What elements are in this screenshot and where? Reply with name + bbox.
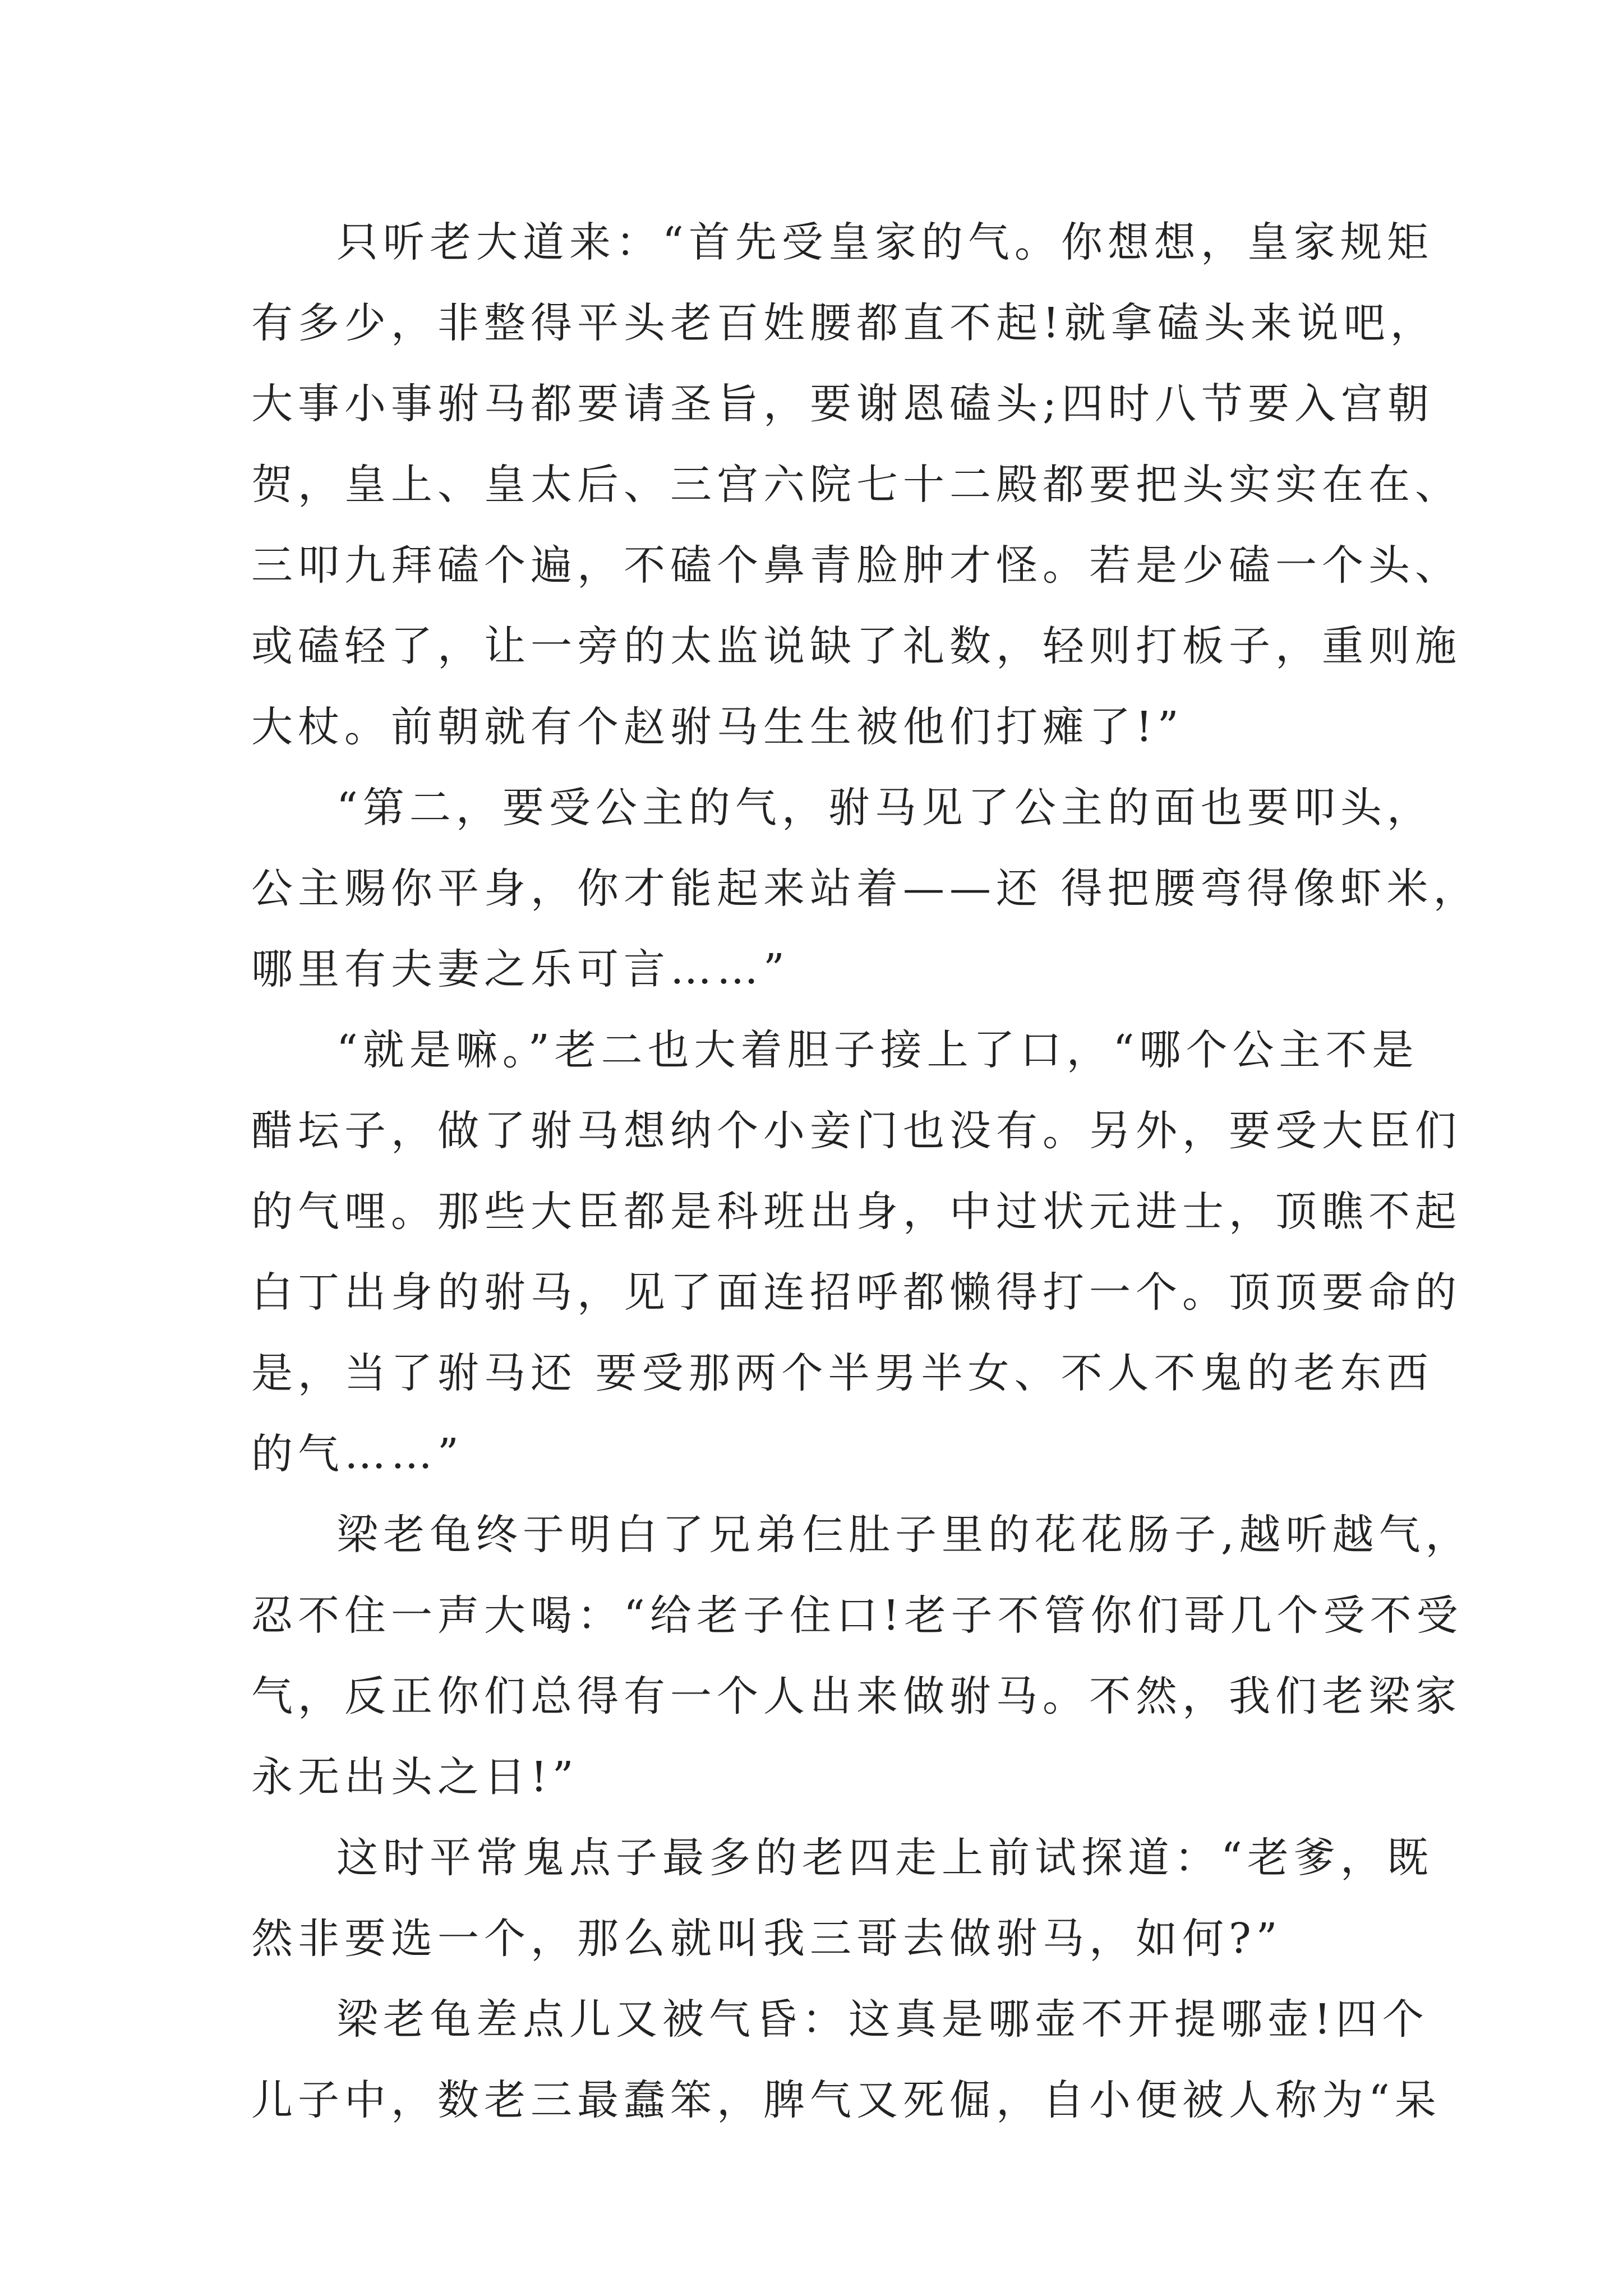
paragraph-4 [251, 1494, 1472, 1818]
text-line: 有多少，非整得平头老百姓腰都直不起!就拿磕头来说吧， [251, 299, 1437, 347]
paragraph-1 [251, 202, 1461, 767]
text-line: 然非要选一个，那么就叫我三哥去做驸马，如何?” [251, 1915, 1283, 1963]
text-line: 梁老龟差点儿又被气昏：这真是哪壶不开提哪壶!四个 [336, 1995, 1429, 2044]
paragraph-5 [251, 1818, 1433, 1979]
text-line: 永无出头之日!” [251, 1753, 579, 1801]
paragraph-3 [251, 1010, 1461, 1494]
text-line: 儿子中，数老三最蠢笨，脾气又死倔，自小便被人称为“呆 [251, 2076, 1441, 2124]
text-line: “就是嘛。”老二也大着胆子接上了口，“哪个公主不是 [336, 1026, 1419, 1074]
text-line: 气，反正你们总得有一个人出来做驸马。不然，我们老梁家 [251, 1672, 1461, 1720]
paragraph-6 [251, 1979, 1441, 2141]
text-line: 大事小事驸马都要请圣旨，要谢恩磕头;四时八节要入宫朝 [251, 380, 1434, 428]
text-line: 三叩九拜磕个遍，不磕个鼻青脸肿才怪。若是少磕一个头、 [251, 541, 1461, 590]
text-line: 梁老龟终于明白了兄弟仨肚子里的花花肠子,越听越气， [336, 1511, 1472, 1559]
text-line: 忍不住一声大喝：“给老子住口!老子不管你们哥几个受不受 [251, 1591, 1463, 1640]
text-line: 的气……” [251, 1430, 464, 1478]
text-line: 只听老大道来：“首先受皇家的气。你想想，皇家规矩 [336, 218, 1433, 266]
text-line: 醋坛子，做了驸马想纳个小妾门也没有。另外，要受大臣们 [251, 1107, 1461, 1155]
paragraph-2 [251, 767, 1480, 1010]
text-line: 这时平常鬼点子最多的老四走上前试探道：“老爹，既 [336, 1834, 1433, 1882]
text-line: 哪里有夫妻之乐可言……” [251, 945, 790, 993]
text-line: 或磕轻了，让一旁的太监说缺了礼数，轻则打板子，重则施 [251, 622, 1461, 670]
text-line: 贺，皇上、皇太后、三宫六院七十二殿都要把头实实在在、 [251, 461, 1461, 509]
text-line: “第二，要受公主的气，驸马见了公主的面也要叩头， [336, 784, 1433, 832]
text-line: 白丁出身的驸马，见了面连招呼都懒得打一个。顶顶要命的 [251, 1268, 1461, 1317]
text-line: 是，当了驸马还 要受那两个半男半女、不人不鬼的老东西 [251, 1349, 1433, 1397]
text-line: 公主赐你平身，你才能起来站着——还 得把腰弯得像虾米， [251, 864, 1480, 913]
document-body [251, 202, 1480, 2141]
text-line: 的气哩。那些大臣都是科班出身，中过状元进士，顶瞧不起 [251, 1188, 1461, 1236]
text-line: 大杖。前朝就有个赵驸马生生被他们打瘫了!” [251, 703, 1184, 751]
